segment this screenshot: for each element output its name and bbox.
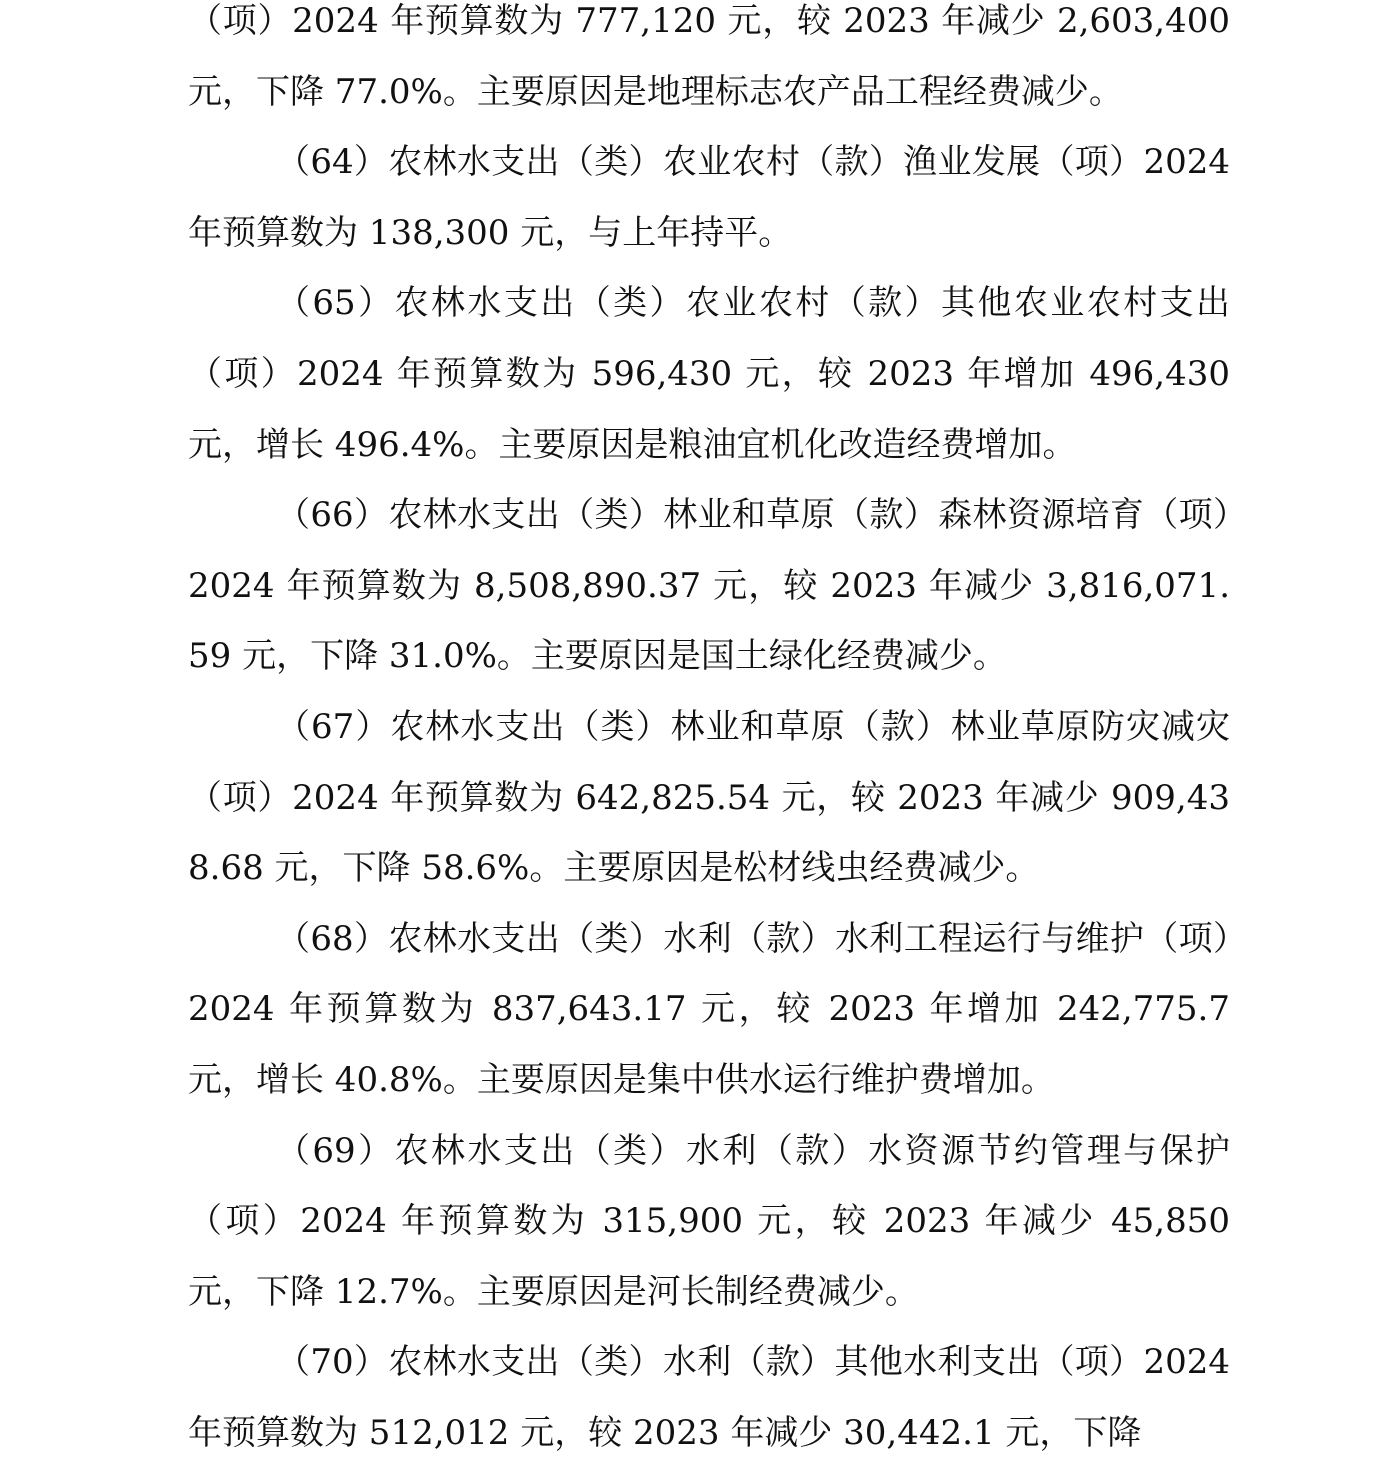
paragraph-item-70-head: （70）农林水支出（类）水利（款）其他水利支出（项）2024 年预算数为 512,012 元，较 2023 年减少 30,442.1 元，下降 bbox=[188, 1342, 1230, 1453]
paragraph-item-66: （66）农林水支出（类）林业和草原（款）森林资源培育（项）2024 年预算数为 8,508,890.37 元，较 2023 年减少 3,816,071.59 元，下降 31.0%。主要原因是国土绿化经费减少。 bbox=[188, 495, 1230, 677]
paragraph-item-65: （65）农林水支出（类）农业农村（款）其他农业农村支出（项）2024 年预算数为 596,430 元，较 2023 年增加 496,430 元，增长 496.4%。主要原因是粮油宜机化改造经费增加。 bbox=[188, 283, 1230, 465]
paragraph-item-69: （69）农林水支出（类）水利（款）水资源节约管理与保护（项）2024 年预算数为 315,900 元，较 2023 年减少 45,850 元，下降 12.7%。主要原因是河长制经费减少。 bbox=[188, 1130, 1230, 1312]
paragraph-item-64: （64）农林水支出（类）农业农村（款）渔业发展（项）2024 年预算数为 138,300 元，与上年持平。 bbox=[188, 142, 1230, 253]
document-page bbox=[188, 0, 1230, 1468]
paragraph-item-67: （67）农林水支出（类）林业和草原（款）林业草原防灾减灾（项）2024 年预算数为 642,825.54 元，较 2023 年减少 909,438.68 元，下降 58.6%。主要原因是松材线虫经费减少。 bbox=[188, 706, 1230, 889]
paragraph-item-63-tail: （项）2024 年预算数为 777,120 元，较 2023 年减少 2,603,400 元，下降 77.0%。主要原因是地理标志农产品工程经费减少。 bbox=[188, 1, 1230, 112]
paragraph-item-68: （68）农林水支出（类）水利（款）水利工程运行与维护（项）2024 年预算数为 837,643.17 元，较 2023 年增加 242,775.7 元，增长 40.8%。主要原因是集中供水运行维护费增加。 bbox=[188, 918, 1230, 1100]
